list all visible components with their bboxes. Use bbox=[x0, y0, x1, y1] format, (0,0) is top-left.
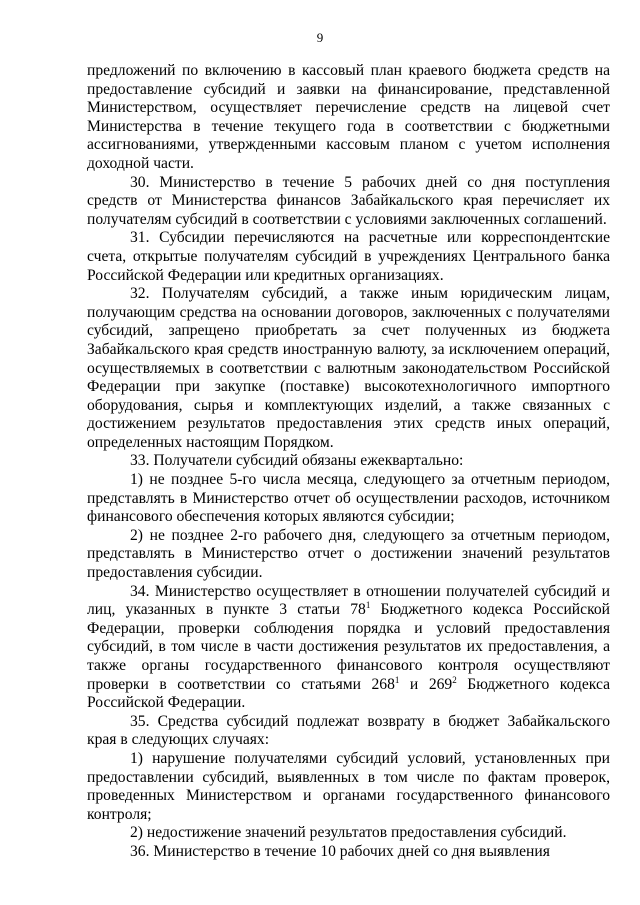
paragraph-p33 bbox=[87, 452, 610, 471]
paragraph-text: 30. Министерство в течение 5 рабочих дней со дня поступления средств от Министерства финансов Забайкальского края перечисляет их получателям субсидий в соответствии с условиями заключенных соглашений. bbox=[87, 173, 610, 228]
paragraph-p36 bbox=[87, 843, 610, 862]
superscript-index: 1 bbox=[394, 674, 400, 685]
paragraph-p32 bbox=[87, 285, 610, 452]
paragraph-text: 33. Получатели субсидий обязаны ежеквартально: bbox=[130, 452, 464, 470]
page-number: 9 bbox=[316, 30, 324, 45]
paragraph-p33_1 bbox=[87, 471, 610, 527]
paragraph-text: 2) недостижение значений результатов предоставления субсидий. bbox=[130, 824, 567, 842]
paragraph-p33_2 bbox=[87, 527, 610, 583]
paragraph-text: Бюджетного кодекса Российской Федерации. bbox=[87, 675, 610, 712]
paragraph-text: предложений по включению в кассовый план краевого бюджета средств на предоставление субсидий и заявки на финансирование, представленной Министерством, осуществляет перечисление средств на лицевой счет Министерства в течение текущего года в соответствии с бюджетными ассигнованиями, утвержденными кассовым планом с учетом исполнения доходной части. bbox=[87, 62, 610, 172]
paragraph-text: и 269 bbox=[399, 675, 453, 693]
paragraph-text: 1) нарушение получателями субсидий условий, установленных при предоставлении субсидий, выявленных в том числе по фактам проверок, проведенных Министерством и органами государственного финансового контроля; bbox=[87, 749, 610, 823]
superscript-index: 1 bbox=[365, 600, 371, 611]
document-body bbox=[87, 62, 610, 862]
paragraph-text: Бюджетного кодекса Российской Федерации, проверки соблюдения порядка и условий предоставления субсидий, в том числе в части достижения результатов их предоставления, а также органы государственного финансового контроля осуществляют проверки в соответствии со статьями 268 bbox=[87, 601, 610, 693]
paragraph-p35_2 bbox=[87, 824, 610, 843]
superscript-index: 2 bbox=[452, 674, 457, 685]
paragraph-text: 34. Министерство осуществляет в отношении получателей субсидий и лиц, указанных в пункте 3 статьи 78 bbox=[87, 582, 610, 619]
paragraph-text: 32. Получателям субсидий, а также иным юридическим лицам, получающим средства на основании договоров, заключенных с получателями субсидий, запрещено приобретать за счет полученных из бюджета Забайкальского края средств иностранную валюту, за исключением операций, осуществляемых в соответствии с валютным законодательством Российской Федерации при закупке (поставке) высокотехнологичного импортного оборудования, сырья и комплектующих изделий, а также связанных с достижением результатов предоставления этих средств иных операций, определенных настоящим Порядком. bbox=[87, 285, 610, 451]
paragraph-p31 bbox=[87, 229, 610, 285]
paragraph-p35_1 bbox=[87, 750, 610, 824]
paragraph-cont bbox=[87, 62, 610, 174]
paragraph-p30 bbox=[87, 174, 610, 230]
paragraph-p35 bbox=[87, 713, 610, 750]
paragraph-text: 36. Министерство в течение 10 рабочих дней со дня выявления bbox=[130, 842, 550, 860]
paragraph-p34 bbox=[87, 583, 610, 713]
paragraph-text: 1) не позднее 5-го числа месяца, следующего за отчетным периодом, представлять в Министерство отчет об осуществлении расходов, источником финансового обеспечения которых являются субсидии; bbox=[87, 471, 610, 526]
paragraph-text: 35. Средства субсидий подлежат возврату в бюджет Забайкальского края в следующих случаях: bbox=[87, 712, 610, 749]
paragraph-text: 2) не позднее 2-го рабочего дня, следующего за отчетным периодом, представлять в Министерство отчет о достижении значений результатов предоставления субсидии. bbox=[87, 526, 610, 582]
paragraph-text: 31. Субсидии перечисляются на расчетные или корреспондентские счета, открытые получателям субсидий в учреждениях Центрального банка Российской Федерации или кредитных организациях. bbox=[87, 229, 610, 284]
